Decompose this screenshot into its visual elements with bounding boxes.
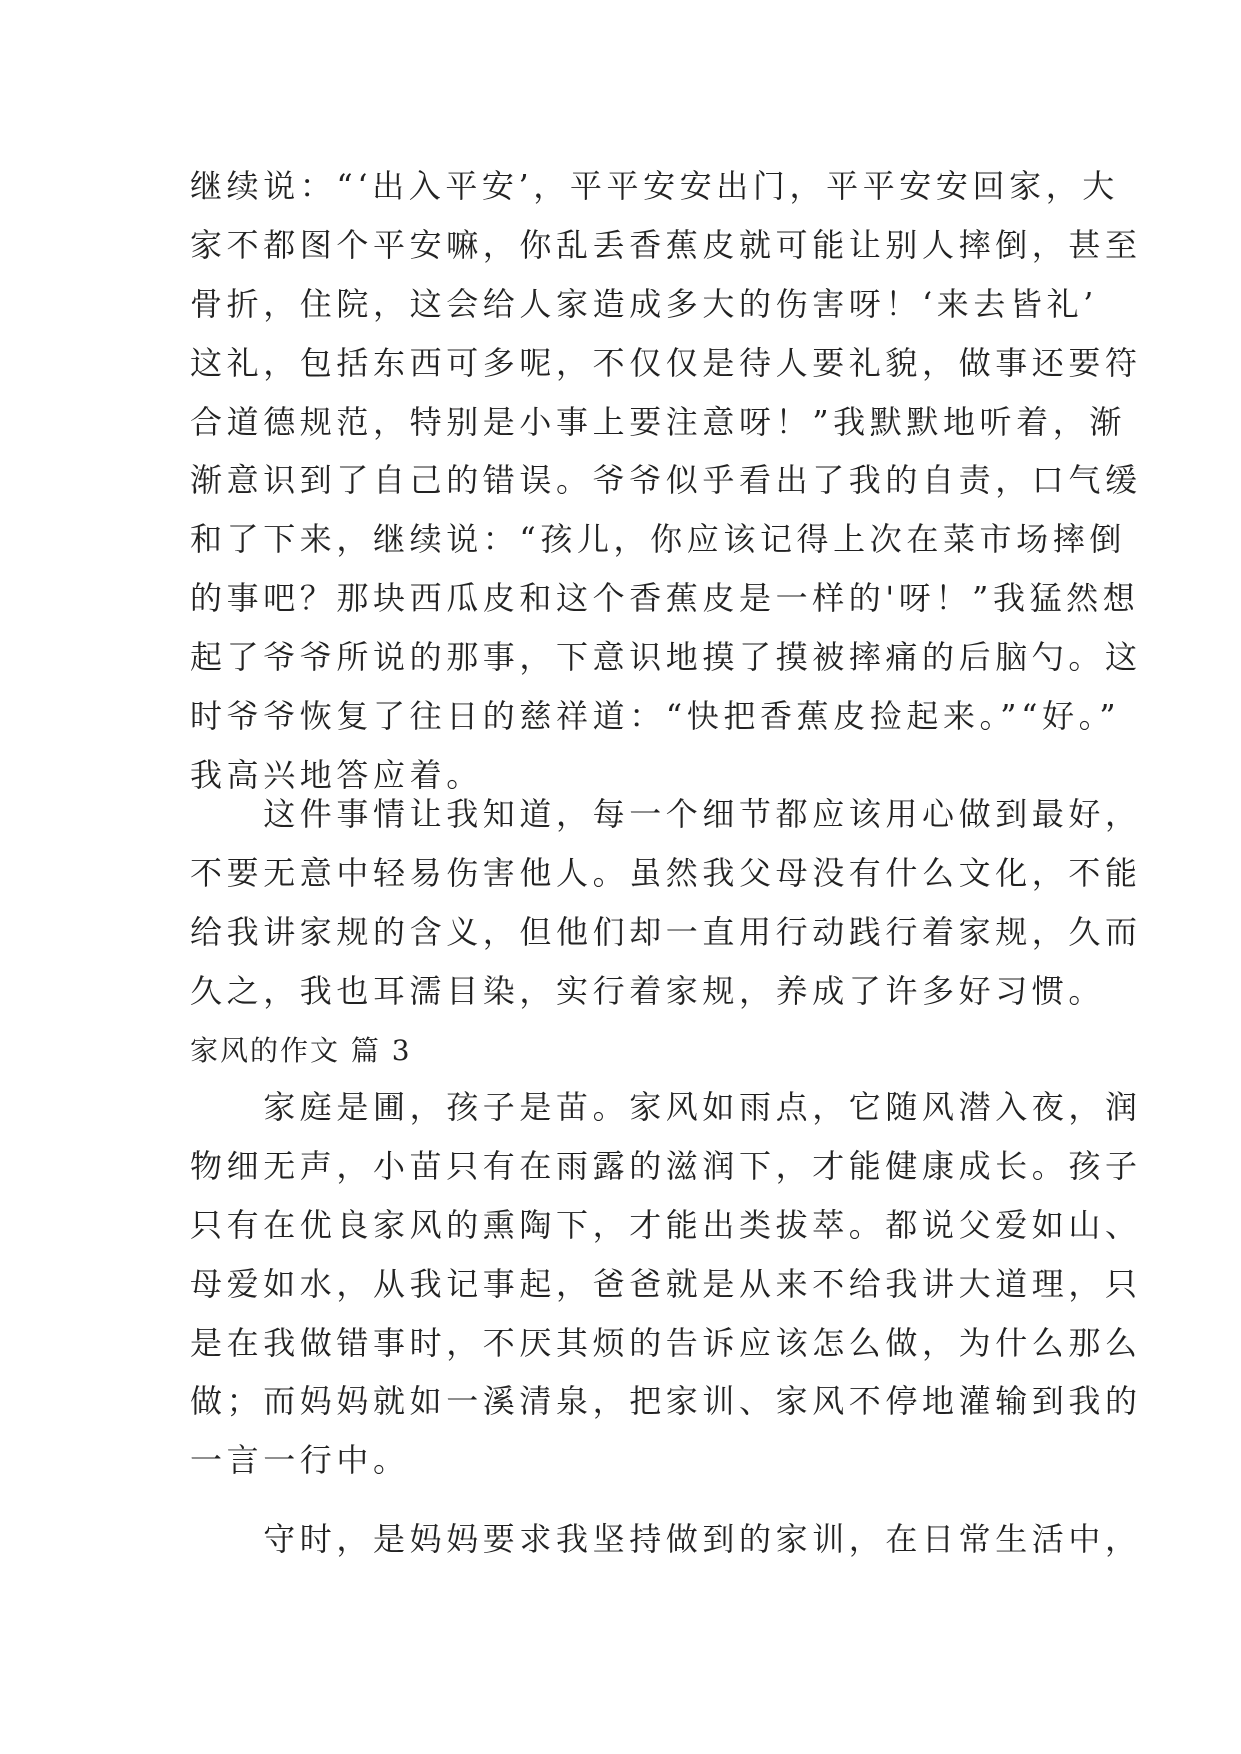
text-line: 合道德规范，特别是小事上要注意呀！”我默默地听着，渐 xyxy=(190,402,1126,441)
text-line: 只有在优良家风的熏陶下，才能出类拔萃。都说父爱如山、 xyxy=(190,1205,1142,1244)
text-line: 这礼，包括东西可多呢，不仅仅是待人要礼貌，做事还要符 xyxy=(190,343,1142,382)
paragraph-family-intro xyxy=(190,1078,1142,1490)
text-line: 家不都图个平安嘛，你乱丢香蕉皮就可能让别人摔倒，甚至 xyxy=(190,225,1142,264)
text-line: 一言一行中。 xyxy=(190,1441,410,1480)
text-line: 时爷爷恢复了往日的慈祥道：“快把香蕉皮捡起来。”“好。” xyxy=(190,697,1121,736)
text-line: 做；而妈妈就如一溪清泉，把家训、家风不停地灌输到我的 xyxy=(190,1382,1142,1421)
text-line: 是在我做错事时，不厌其烦的告诉应该怎么做，为什么那么 xyxy=(190,1323,1142,1362)
text-line: 家庭是圃，孩子是苗。家风如雨点，它随风潜入夜，润 xyxy=(190,1088,1142,1126)
text-line: 和了下来，继续说：“孩儿，你应该记得上次在菜市场摔倒 xyxy=(190,520,1126,559)
text-line: 这件事情让我知道，每一个细节都应该用心做到最好， xyxy=(190,795,1142,833)
text-line: 守时，是妈妈要求我坚持做到的家训，在日常生活中， xyxy=(190,1520,1142,1558)
text-line: 物细无声，小苗只有在雨露的滋润下，才能健康成长。孩子 xyxy=(190,1146,1142,1185)
paragraph-punctuality xyxy=(190,1510,1142,1569)
text-line: 起了爷爷所说的那事，下意识地摸了摸被摔痛的后脑勺。这 xyxy=(190,638,1142,677)
paragraph-lesson xyxy=(190,785,1142,1021)
text-line: 母爱如水，从我记事起，爸爸就是从来不给我讲大道理，只 xyxy=(190,1264,1142,1303)
text-line: 不要无意中轻易伤害他人。虽然我父母没有什么文化，不能 xyxy=(190,853,1142,892)
text-line: 我高兴地答应着。 xyxy=(190,755,483,794)
text-line: 久之，我也耳濡目染，实行着家规，养成了许多好习惯。 xyxy=(190,971,1106,1010)
text-line: 的事吧？那块西瓜皮和这个香蕉皮是一样的'呀！”我猛然想 xyxy=(190,579,1140,618)
text-line: 渐意识到了自己的错误。爷爷似乎看出了我的自责，口气缓 xyxy=(190,461,1142,500)
essay-heading: 家风的作文 篇 3 xyxy=(190,1034,412,1067)
text-line: 骨折，住院，这会给人家造成多大的伤害呀！‘来去皆礼’ xyxy=(190,284,1098,323)
paragraph-story-continued xyxy=(190,157,1142,805)
text-line: 继续说：“‘出入平安’，平平安安出门，平平安安回家，大 xyxy=(190,167,1119,205)
text-line: 给我讲家规的含义，但他们却一直用行动践行着家规，久而 xyxy=(190,912,1142,951)
